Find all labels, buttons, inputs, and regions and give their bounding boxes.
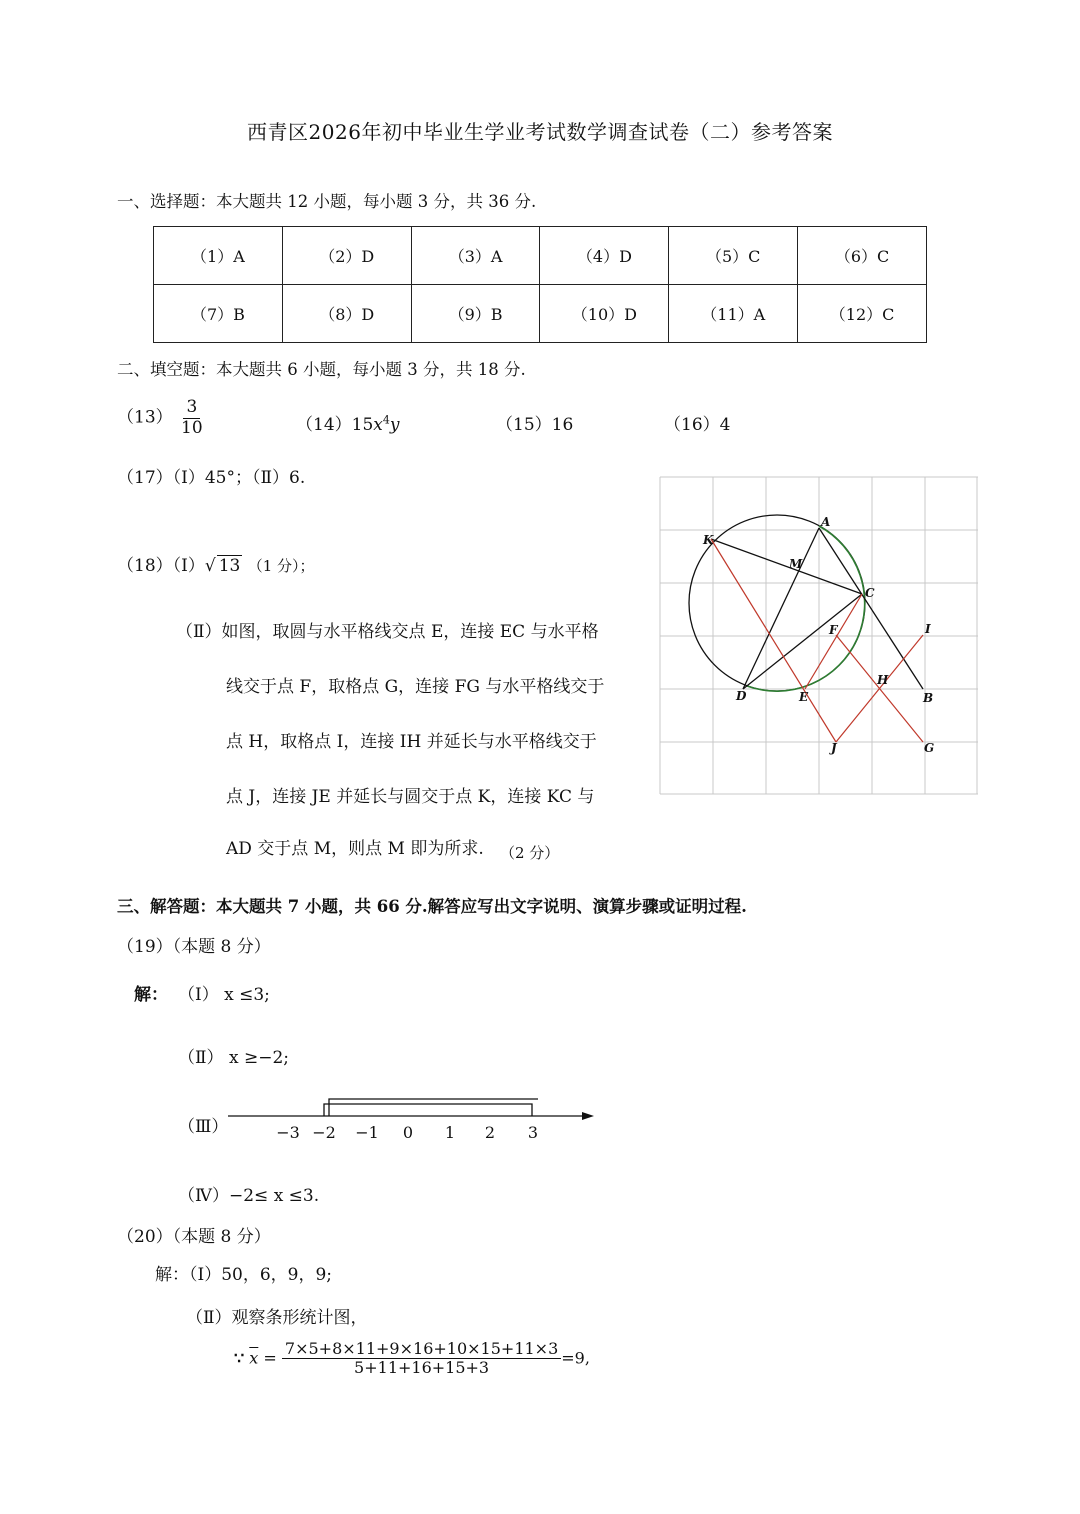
tick-label: −2: [312, 1123, 336, 1142]
sqrt-sign: √: [204, 556, 216, 576]
q13-fraction: [178, 398, 206, 438]
q13-denominator: 10: [181, 417, 203, 438]
answer-cell: （9）B: [411, 285, 540, 343]
q17-answer: （17）（Ⅰ）45°；（Ⅱ）6.: [117, 468, 306, 488]
section2-heading: 二、填空题：本大题共 6 小题，每小题 3 分，共 18 分.: [117, 360, 526, 379]
q14-label: （14）: [296, 415, 352, 435]
q14-var-x: x: [373, 415, 383, 435]
tick-label: −1: [355, 1123, 379, 1142]
table-row: [154, 285, 927, 343]
q18-score2: （2 分）: [500, 844, 560, 862]
tick-labels: [276, 1123, 538, 1142]
q19-part2: （Ⅱ） x ≥−2;: [178, 1048, 289, 1068]
q14-answer: [296, 410, 399, 435]
label-H: H: [877, 673, 889, 687]
answer-cell: （1）A: [154, 227, 283, 285]
answer-cell: （2）D: [282, 227, 411, 285]
page-title: 西青区2026年初中毕业生学业考试数学调查试卷（二）参考答案: [247, 120, 833, 144]
tick-label: 2: [484, 1123, 496, 1142]
q19-part3: （Ⅲ）: [178, 1117, 229, 1137]
q14-var-y: y: [389, 415, 400, 435]
q19-jie: 解：: [134, 985, 168, 1005]
mean-fraction: [282, 1340, 561, 1378]
answer-cell: （4）D: [540, 227, 669, 285]
mean-numerator: 7×5+8×11+9×16+10×15+11×3: [282, 1340, 561, 1359]
number-line: [222, 1090, 602, 1150]
q14-exponent: 4: [382, 413, 390, 427]
label-C: C: [865, 586, 875, 600]
answer-cell: （11）A: [669, 285, 798, 343]
q18-radicand: 13: [218, 556, 241, 576]
answer-cell: （12）C: [798, 285, 927, 343]
geometry-figure: [659, 476, 979, 796]
triangle-lines: [711, 528, 923, 689]
q14-coef: 15: [351, 415, 374, 435]
q20-formula: ∵ $\overline{x}$ = $\frac{7\times 5+8\times 11+9\times 16+10\times 15+11\times 3}{5+11+16+15+3}$ =9,: [234, 1339, 590, 1378]
tick-label: 0: [402, 1123, 414, 1142]
because-symbol: ∵: [234, 1348, 245, 1368]
q13-answer: [117, 398, 206, 438]
label-K: K: [703, 533, 714, 547]
q16-answer: （16）4: [664, 415, 731, 435]
label-M: M: [789, 557, 803, 571]
mean-denominator: 5+11+16+15+3: [354, 1358, 490, 1378]
answer-cell: （10）D: [540, 285, 669, 343]
label-F: F: [829, 623, 838, 637]
answer-table: [153, 226, 927, 343]
q13-label: （13）: [117, 407, 173, 428]
answer-cell: （3）A: [411, 227, 540, 285]
q18-part2-line4: 点 J，连接 JE 并延长与圆交于点 K，连接 KC 与: [226, 787, 595, 807]
green-arc: [747, 526, 865, 691]
mean-symbol: $\overline{x}$: [249, 1348, 259, 1368]
answer-cell: （7）B: [154, 285, 283, 343]
tick-label: 3: [527, 1123, 539, 1142]
tick-label: −3: [276, 1123, 300, 1142]
answer-cell: （8）D: [282, 285, 411, 343]
answer-cell: （6）C: [798, 227, 927, 285]
q19-part4: （Ⅳ）−2≤ x ≤3.: [178, 1186, 320, 1206]
label-G: G: [924, 741, 935, 755]
q18-part2-line2: 线交于点 F，取格点 G，连接 FG 与水平格线交于: [226, 677, 605, 697]
q13-numerator: 3: [183, 398, 200, 419]
q18-label: （18）（Ⅰ）: [117, 556, 205, 576]
q18-score: （1 分）；: [247, 557, 315, 575]
q19-label: （19）（本题 8 分）: [117, 937, 271, 957]
label-E: E: [799, 690, 809, 704]
q18-part2-line5: AD 交于点 M，则点 M 即为所求.: [226, 839, 484, 859]
q18-part2-line1: （Ⅱ）如图，取圆与水平格线交点 E，连接 EC 与水平格: [176, 622, 599, 642]
tick-label: 1: [444, 1123, 456, 1142]
point-labels: [702, 515, 934, 755]
mean-result: =9,: [561, 1348, 590, 1368]
q20-label: （20）（本题 8 分）: [117, 1227, 271, 1247]
answer-cell: （5）C: [669, 227, 798, 285]
label-J: J: [831, 741, 837, 755]
q18-part2-line3: 点 H，取格点 I，连接 IH 并延长与水平格线交于: [226, 732, 597, 752]
section3-heading: 三、解答题：本大题共 7 小题，共 66 分.解答应写出文字说明、演算步骤或证明过程.: [117, 897, 747, 916]
label-D: D: [736, 689, 747, 703]
q19-part1: （Ⅰ） x ≤3;: [178, 985, 270, 1005]
q20-part1: 解：（Ⅰ）50，6，9，9;: [155, 1265, 333, 1285]
label-B: B: [923, 691, 934, 705]
label-I: I: [925, 622, 931, 636]
axis-arrow-icon: [582, 1112, 594, 1120]
label-A: A: [821, 515, 831, 529]
solution-range: [324, 1099, 538, 1116]
q18-part1: [117, 551, 315, 576]
q15-answer: （15）16: [496, 415, 574, 435]
q20-part2: （Ⅱ）观察条形统计图，: [186, 1308, 368, 1328]
section1-heading: 一、选择题：本大题共 12 小题，每小题 3 分，共 36 分.: [117, 192, 537, 211]
table-row: [154, 227, 927, 285]
